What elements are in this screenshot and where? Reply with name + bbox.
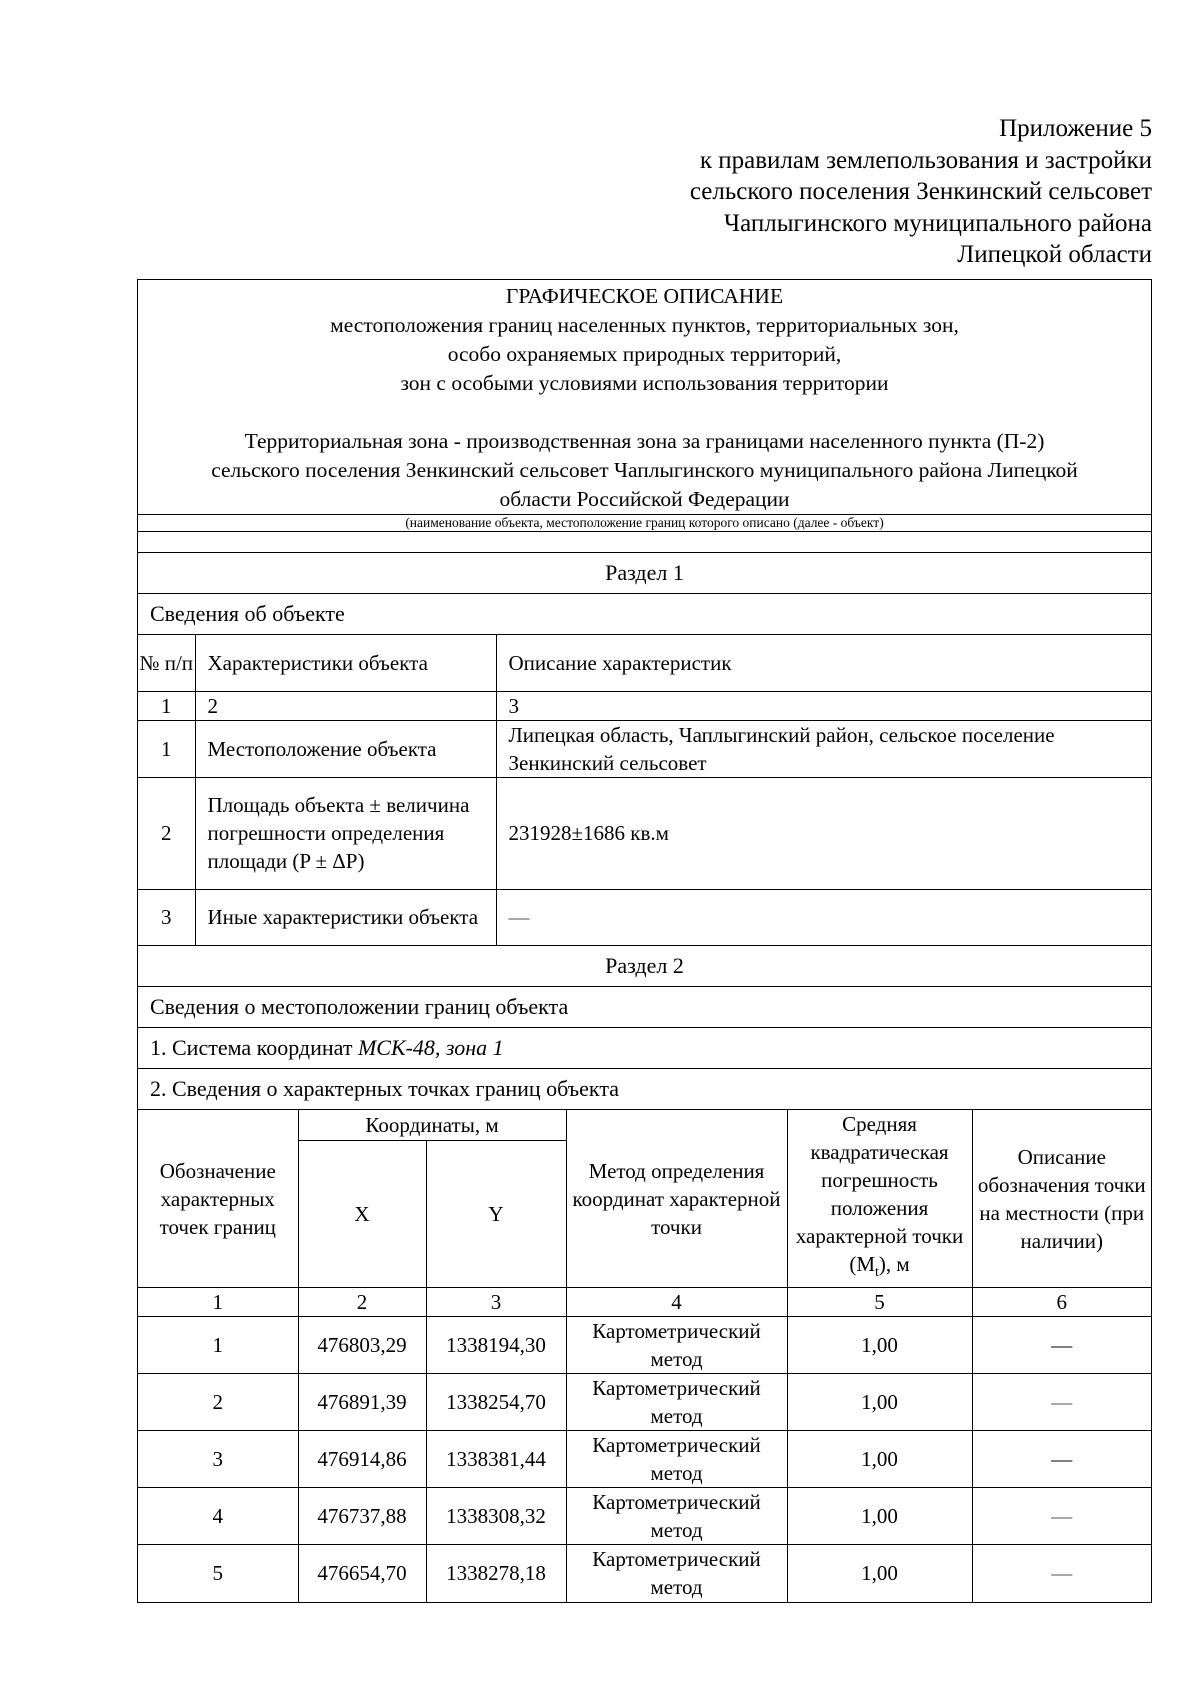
section2-subheading: Сведения о местоположении границ объекта [138, 987, 1152, 1028]
point-x: 476914,86 [298, 1431, 426, 1488]
column-header: № п/п [138, 635, 195, 691]
table-row [138, 1488, 1151, 1545]
point-description: — [972, 1431, 1151, 1488]
characteristic-value: 231928±1686 кв.м [496, 777, 1151, 889]
point-y: 1338194,30 [426, 1317, 566, 1374]
column-header: Описание характеристик [496, 635, 1151, 691]
table-row [138, 777, 1151, 889]
point-x: 476654,70 [298, 1545, 426, 1602]
point-id: 4 [138, 1488, 298, 1545]
header-line: сельского поселения Зенкинский сельсовет [689, 178, 1152, 205]
column-number: 6 [972, 1288, 1151, 1317]
column-number: 1 [138, 1288, 298, 1317]
coordinate-system [138, 1028, 1152, 1069]
object-name-line: области Российской Федерации [499, 487, 790, 511]
title-line: местоположения границ населенных пунктов, территориальных зон, [330, 313, 959, 337]
table-row [138, 1317, 1151, 1374]
object-info-table-cell [138, 635, 1152, 946]
column-number: 1 [138, 691, 195, 720]
characteristic-name: Площадь объекта ± величина погрешности определения площади (P ± ΔP) [195, 777, 496, 889]
column-number: 3 [496, 691, 1151, 720]
object-note: (наименование объекта, местоположение границ которого описано (далее - объект) [138, 515, 1152, 532]
title-line: зон с особыми условиями использования территории [400, 371, 889, 395]
coordinate-system-label: 1. Система координат [150, 1035, 358, 1060]
point-id: 3 [138, 1431, 298, 1488]
object-info-table [138, 635, 1151, 945]
point-x: 476891,39 [298, 1374, 426, 1431]
column-header: Y [426, 1140, 566, 1288]
point-method: Картометрический метод [566, 1317, 787, 1374]
column-number: 5 [787, 1288, 972, 1317]
point-error: 1,00 [787, 1488, 972, 1545]
characteristic-name: Иные характеристики объекта [195, 889, 496, 945]
column-header: Обозначение характерных точек границ [138, 1110, 298, 1288]
characteristic-name: Местоположение объекта [195, 720, 496, 777]
point-id: 2 [138, 1374, 298, 1431]
point-description: — [972, 1488, 1151, 1545]
column-header: Метод определения координат характерной точки [566, 1110, 787, 1288]
point-x: 476737,88 [298, 1488, 426, 1545]
title-line: ГРАФИЧЕСКОЕ ОПИСАНИЕ [505, 284, 784, 308]
appendix-header [690, 113, 1152, 271]
point-method: Картометрический метод [566, 1488, 787, 1545]
points-heading: 2. Сведения о характерных точках границ объекта [138, 1069, 1152, 1110]
point-x: 476803,29 [298, 1317, 426, 1374]
section1-heading: Раздел 1 [138, 553, 1152, 594]
point-method: Картометрический метод [566, 1431, 787, 1488]
point-method: Картометрический метод [566, 1374, 787, 1431]
spacer-row [138, 532, 1152, 553]
point-method: Картометрический метод [566, 1545, 787, 1602]
table-row [138, 1545, 1151, 1602]
table-row [138, 889, 1151, 945]
point-error: 1,00 [787, 1374, 972, 1431]
column-number: 2 [195, 691, 496, 720]
point-y: 1338254,70 [426, 1374, 566, 1431]
column-header: X [298, 1140, 426, 1288]
column-header: Описание обозначения точки на местности (при наличии) [972, 1110, 1151, 1288]
points-table-cell [138, 1110, 1152, 1603]
point-id: 1 [138, 1317, 298, 1374]
header-line: к правилам землепользования и застройки [699, 146, 1152, 174]
object-name-line: Территориальная зона - производственная зона за границами населенного пункта (П-2) [244, 429, 1045, 453]
coordinate-system-value: МСК-48, зона 1 [357, 1035, 504, 1060]
point-error: 1,00 [787, 1431, 972, 1488]
section1-subheading: Сведения об объекте [138, 594, 1152, 635]
point-error: 1,00 [787, 1317, 972, 1374]
point-id: 5 [138, 1545, 298, 1602]
characteristic-value: — [496, 889, 1151, 945]
point-description: — [972, 1545, 1151, 1602]
characteristic-value: Липецкая область, Чаплыгинский район, сельское поселение Зенкинский сельсовет [496, 720, 1151, 777]
point-description: — [972, 1374, 1151, 1431]
column-header: Характеристики объекта [195, 635, 496, 691]
object-name-line: сельского поселения Зенкинский сельсовет Чаплыгинского муниципального района Липецкой [211, 458, 1078, 482]
row-number: 3 [138, 889, 195, 945]
point-y: 1338308,32 [426, 1488, 566, 1545]
column-header: Средняя квадратическая погрешность положения характерной точки $(M_t)$, м [787, 1110, 972, 1288]
section2-heading: Раздел 2 [138, 946, 1152, 987]
document-title [138, 280, 1152, 515]
header-line: Чаплыгинского муниципального района [723, 209, 1152, 237]
title-line: особо охраняемых природных территорий, [447, 342, 842, 366]
document-frame [137, 279, 1152, 1603]
table-row [138, 1374, 1151, 1431]
header-line: Приложение 5 [999, 115, 1152, 142]
table-row [138, 1431, 1151, 1488]
table-row [138, 720, 1151, 777]
column-header: Координаты, м [298, 1110, 566, 1140]
row-number: 1 [138, 720, 195, 777]
column-number: 3 [426, 1288, 566, 1317]
header-line: Липецкой области [957, 241, 1152, 268]
point-y: 1338278,18 [426, 1545, 566, 1602]
point-y: 1338381,44 [426, 1431, 566, 1488]
point-error: 1,00 [787, 1545, 972, 1602]
row-number: 2 [138, 777, 195, 889]
column-number: 4 [566, 1288, 787, 1317]
column-number: 2 [298, 1288, 426, 1317]
points-table [138, 1110, 1151, 1602]
point-description: — [972, 1317, 1151, 1374]
